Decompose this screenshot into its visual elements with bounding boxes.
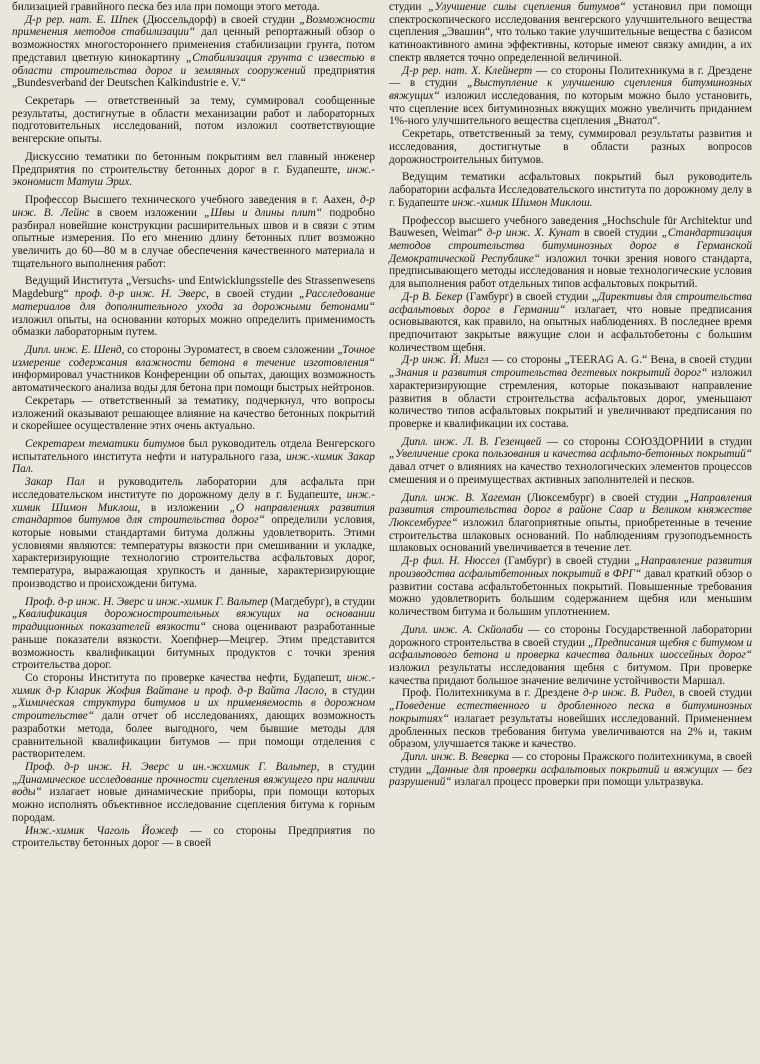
paragraph	[12, 825, 375, 850]
body-text: изложил характеризирующие стремления, которые показывают направление развития в области строительства асфальтовых дорог, уменьшают количество типов асфальтовых покрытий и увеличивают предписания по проверке и квалификации их состава.	[389, 367, 752, 430]
body-text: изложил опыты, на основании которых можно определить применимость обмазки лабораторным путем.	[12, 313, 375, 339]
emphasized-text: д-р инж. Х. Кунат	[486, 227, 580, 240]
body-text: установил при помощи спектроскопического исследования венгерского улучшительного вещества сцепления „Эвашин“, что только такие улучшительные вещества с базисом катиноактивного амина эффективны, которые имеют связку амидин, а их спектр является точно определенной величиной.	[389, 1, 752, 64]
paragraph	[12, 395, 375, 433]
emphasized-text: „Данные для проверки асфальтовых покрытий и вяжущих — без разрушений“	[389, 763, 752, 789]
body-text: давал краткий обзор о развитии состава асфальтобетонных покрытий. Повышенные требования можно удовлетворить большим содержанием щебня или меньшим количеством битума и большим уплотнением.	[389, 567, 752, 619]
emphasized-text: „Направление развития производства асфальтбетонных покрытий в ФРГ“	[389, 555, 752, 580]
body-text: давал отчет о влияниях на качество технологических элементов процессов смешения и о преимуществах активных заполнителей и песков.	[389, 461, 752, 486]
paragraph	[389, 687, 752, 751]
body-text: определили условия, которые новыми стандартами битума должны удовлетворить. Этими условиями являются: температуры вязкости при смешивании и укладке, характеризирующие технологию строительства асфальтовых дорог, температура, выражающая хрупкость и данные, характеризирующие производство и происхождени битума.	[12, 514, 375, 590]
body-text: (Люксембург) в своей студии	[520, 491, 684, 504]
paragraph	[12, 1, 375, 14]
emphasized-text: Инж.-химик Чаголь Йожеф	[25, 824, 178, 837]
emphasized-text: „Точное измерение содержания влажности бетона в течение изготовления“	[12, 343, 375, 369]
body-text: — со стороны Пражского политехникума, в своей студии	[389, 750, 752, 776]
emphasized-text: „Стандартизация методов строительства битуминозных дорог в Германской Демократической Республике“	[389, 227, 752, 265]
emphasized-text: „Направления развития строительства дорог в районе Саар и Великом княжестве Люксембурге“	[389, 491, 752, 530]
emphasized-text: „Швы и длины плит“	[204, 206, 323, 219]
emphasized-text: Дипл. инж. В. Веверка	[402, 750, 510, 763]
emphasized-text: Д-р инж. Й. Мигл	[402, 354, 489, 367]
body-text: подробно разбирал новейшие конструкции расширительных швов и в связи с этим опытные измерения. По его мнению длину бетонных плит возможно увеличить до 60—80 м в случае обеспечения качественного материала и тщательного выполнения работ:	[12, 206, 375, 270]
paragraph	[389, 555, 752, 619]
body-text: — со стороны СОЮЗДОРНИИ в студии	[541, 435, 753, 448]
paragraph	[389, 436, 752, 487]
body-text: , в студии	[323, 684, 375, 697]
body-text: изложил результаты исследования щебня с битумом. При проверке качества придают большое значение величине устойчивости Маршал.	[389, 661, 752, 687]
body-text: излагал процесс проверки при помощи ультразвука.	[451, 776, 704, 789]
paragraph	[12, 275, 375, 339]
paragraph	[389, 624, 752, 688]
paragraph	[389, 171, 752, 209]
body-text: излагает результаты новейших исследований. Применением дробленных песков требования битума увеличиваются на 2% и, таким образом, улучшается также и качество.	[389, 712, 752, 751]
paragraph	[389, 751, 752, 789]
body-text: Секретарь — ответственный за тему, суммировал сообщенные результаты, достигнутые в области механизации работ и лабораторных подготовительных исследований, потом изложил соответствующие венгерские опыты.	[12, 95, 375, 146]
body-text: в своем изложении	[89, 206, 205, 219]
body-text: в своей студии	[579, 227, 662, 240]
body-text: — со стороны Политехникума в г. Дрездене — в студии	[389, 64, 752, 90]
body-text: , в своей студии	[206, 288, 299, 301]
paragraph	[12, 761, 375, 825]
emphasized-text: Проф. д-р инж. Н. Эверс и ин.-жхимик Г. Вальтер	[25, 760, 317, 773]
body-text: (Гамбург) в своей студии	[499, 555, 635, 568]
body-text: предприятия „Bundesverband der Deutschen Kalkindustrie e. V.“	[12, 64, 375, 90]
body-text: излагает, что новые предписания основываются, как правило, на опытных наблюдениях. В последнее время предпочитают закрытые вяжущие слои и асфальтобетоны с большим количеством щебня.	[389, 303, 752, 354]
emphasized-text: Дипл. инж. А. Скйолаби	[402, 623, 524, 636]
emphasized-text: „Директивы для строительства асфальтовых дорог в Германии“	[389, 290, 752, 316]
emphasized-text: инж.-химик д-р Кларик Жофия Вайтане и проф. д-р Вайта Ласло	[12, 671, 375, 697]
body-text: дал ценный репортажный обзор о возможностях многостороннего применения стабилизации грунта, потом представил цветную кинокартину	[12, 26, 375, 64]
emphasized-text: „Выступление к улучшению сцепления битуминозных вяжущих“	[389, 77, 752, 103]
paragraph	[12, 194, 375, 270]
body-text: и руководитель лаборатории для асфальта при исследовательском институте по дорожному делу в г. Будапеште,	[12, 476, 375, 501]
paragraph	[389, 1, 752, 65]
emphasized-text: „Квалификация дорожностроительных вяжущих на основании традиционных показателей вязкости“	[12, 608, 375, 634]
body-text: Проф. Политехникума в г. Дрездене	[402, 687, 583, 700]
emphasized-text: Дипл. инж. Е. Шенд	[25, 343, 122, 356]
emphasized-text: „Улучшение силы сцепления битумов“	[428, 1, 626, 13]
emphasized-text: инж.-экономист Матуш Эрих.	[12, 163, 375, 189]
paragraph	[12, 476, 375, 590]
emphasized-text: проф. д-р инж. Н. Эверс	[74, 288, 207, 301]
emphasized-text: инж.-химик Закар Пал.	[12, 450, 375, 476]
body-text: изложил исследования, по которым можно было установить, что сцепление всех битуминозных вяжущих можно увеличить приданием 1%-ного улучшительного вещества сцепления „Внатол“.	[389, 90, 752, 128]
paragraph	[12, 672, 375, 761]
body-text: , в своей студии	[672, 687, 752, 700]
body-text: (Гамбург) в своей студии	[462, 290, 592, 303]
body-text: был руководитель отдела Венгерского испытательного института нефти и натурального газа,	[12, 438, 375, 463]
body-text: (Магдебург), в студии	[267, 595, 375, 608]
emphasized-text: Дипл. инж. В. Хагеман	[402, 491, 521, 504]
emphasized-text: „Расследование материалов для дополнительного ухода за дорожными бетонами“	[12, 288, 375, 313]
paragraph	[389, 65, 752, 129]
emphasized-text: „О направлениях развития стандартов битумов для строительства дорог“	[12, 501, 376, 527]
emphasized-text: Д-р В. Бекер	[402, 290, 463, 303]
emphasized-text: Закар Пал	[25, 476, 85, 489]
emphasized-text: инж.-химик Шимон Миклош	[12, 488, 375, 514]
paragraph	[12, 151, 375, 189]
paragraph	[12, 596, 375, 672]
body-text: студии	[389, 1, 429, 13]
body-text: изложил точки зрения нового стандарта, предписывающего методы исследования и новые технологические условия для выполнения работ отдельных типов асфальтовых покрытий.	[389, 252, 752, 291]
emphasized-text: Д-р рер. нат. Е. Шпек	[25, 13, 139, 26]
emphasized-text: д-р инж. В. Лейнс	[12, 194, 375, 219]
body-text: снова оценивают разработанные раньше показатели вязкости. Хоепфнер—Мецгер. Этим представится возможность квалификации битумных продуктов с точки зрения строительства дорог.	[12, 621, 375, 672]
body-text: — со стороны Государственной лаборатории дорожного строительства в своей студии	[389, 623, 752, 649]
body-text: , в изложении	[137, 501, 230, 514]
emphasized-text: „Возможности применения методов стабилизации“	[12, 13, 375, 39]
emphasized-text: д-р инж. В. Ридел	[583, 687, 673, 700]
right-column	[389, 1, 752, 1064]
body-text: — со стороны „TEERAG A. G.“ Вена, в своей студии	[488, 354, 752, 367]
body-text: (Дюссельдорф) в своей студии	[138, 13, 300, 26]
body-text: билизацией гравийного песка без ила при помощи этого метода.	[12, 1, 320, 13]
body-text: Со стороны Института по проверке качества нефти, Будапешт,	[25, 671, 347, 684]
body-text: дали отчет об исследованиях, дающих возможность разработки метода, более выгодного, чем бывшие методы для сравнительной квалификации битумов — при помощи отделения с растворителем.	[12, 710, 375, 761]
body-text: Секретарь, ответственный за тему, суммировал результаты развития и исследования, достигнутые в области разных вопросов дорожностроительных битумов.	[389, 128, 752, 166]
body-text: , со стороны Эуроматест, в своем сзложении	[121, 343, 338, 356]
emphasized-text: „Предписания щебня с битумом и асфальтового бетона и проверка качества дальних шоссейных дорог“	[389, 636, 752, 662]
emphasized-text: Д-р фил. Н. Нюссел	[402, 555, 500, 568]
paragraph	[12, 95, 375, 146]
paragraph	[389, 492, 752, 556]
emphasized-text: Секретарем тематики битумов	[25, 438, 185, 450]
emphasized-text: инж.-химик Шимон Миклош.	[451, 196, 593, 209]
emphasized-text: Проф. д-р инж. Н. Эверс и инж.-химик Г. Вальтер	[25, 595, 268, 608]
body-text: Ведущий Института „Versuchs- und Entwicklungsstelle des Strassenwesens Magdeburg“	[12, 275, 375, 301]
emphasized-text: „Химическая структура битумов и их применяемость в дорожном строительстве“	[12, 697, 375, 723]
body-text: Дискуссию тематики по бетонным покрытиям вел главный инженер Предприятия по строительству бетонных дорог в г. Будапеште,	[12, 150, 375, 176]
paragraph	[389, 354, 752, 430]
paragraph	[12, 438, 375, 476]
emphasized-text: „Знания и развития строительства дегтевых покрытий дорог“	[389, 367, 708, 380]
body-text: изложил благоприятные опыты, приобретенные в течение строительства шлаковых оснований. По наблюдениям грузоподъемность шлаковых оснований увеличивается в течение лет.	[389, 517, 752, 555]
paragraph	[12, 344, 375, 395]
emphasized-text: „Стабилизация грунта с известью в области строительства дорог и земляных сооружений	[12, 51, 376, 77]
emphasized-text: „Увеличение срока пользования и качества асфльто-бетонных покрытий“	[389, 448, 752, 461]
body-text: Профессор высшего учебного заведения „Hochschule für Architektur und Bauwesen, Weimar“	[389, 214, 752, 240]
emphasized-text: Дипл. инж. Л. В. Гезенцвей	[402, 435, 542, 448]
emphasized-text: Д-р рер. нат. Х. Клейнерт	[402, 64, 533, 77]
paragraph	[389, 291, 752, 355]
paragraph	[12, 14, 375, 90]
body-text: Секретарь — ответственный за тематику, подчеркнул, что вопросы изложений оказывают решающее влияние на качество бетонных покрытий и скорейшее осуществление этих очень актуально.	[12, 394, 375, 433]
left-column	[12, 1, 375, 1064]
emphasized-text: „Поведение естественного и дробленного песка в битуминозных покрытиях“	[389, 700, 752, 725]
body-text: Ведущим тематики асфальтовых покрытий был руководитель лаборатории асфальта Исследовательского института по дорожному делу в г. Будапеште	[389, 171, 752, 209]
body-text: — со стороны Предприятия по строительству бетонных дорог — в своей	[12, 824, 376, 850]
paragraph	[389, 215, 752, 291]
body-text: Профессор Высшего технического учебного заведения в г. Аахен,	[25, 194, 360, 207]
body-text: , в студии	[316, 760, 375, 773]
paragraph	[389, 128, 752, 166]
emphasized-text: „Динамическое исследование прочности сцепления вяжущего при наличии воды“	[12, 773, 375, 799]
body-text: информировал участников Конференции об опытах, дающих возможность автоматического анализа воды для бетона при помощи быстрых нейтронов.	[12, 369, 375, 395]
body-text: излагает новые динамические приборы, при помощи которых можно исполнять объективное исследование сцепления битума к горным породам.	[12, 786, 375, 824]
